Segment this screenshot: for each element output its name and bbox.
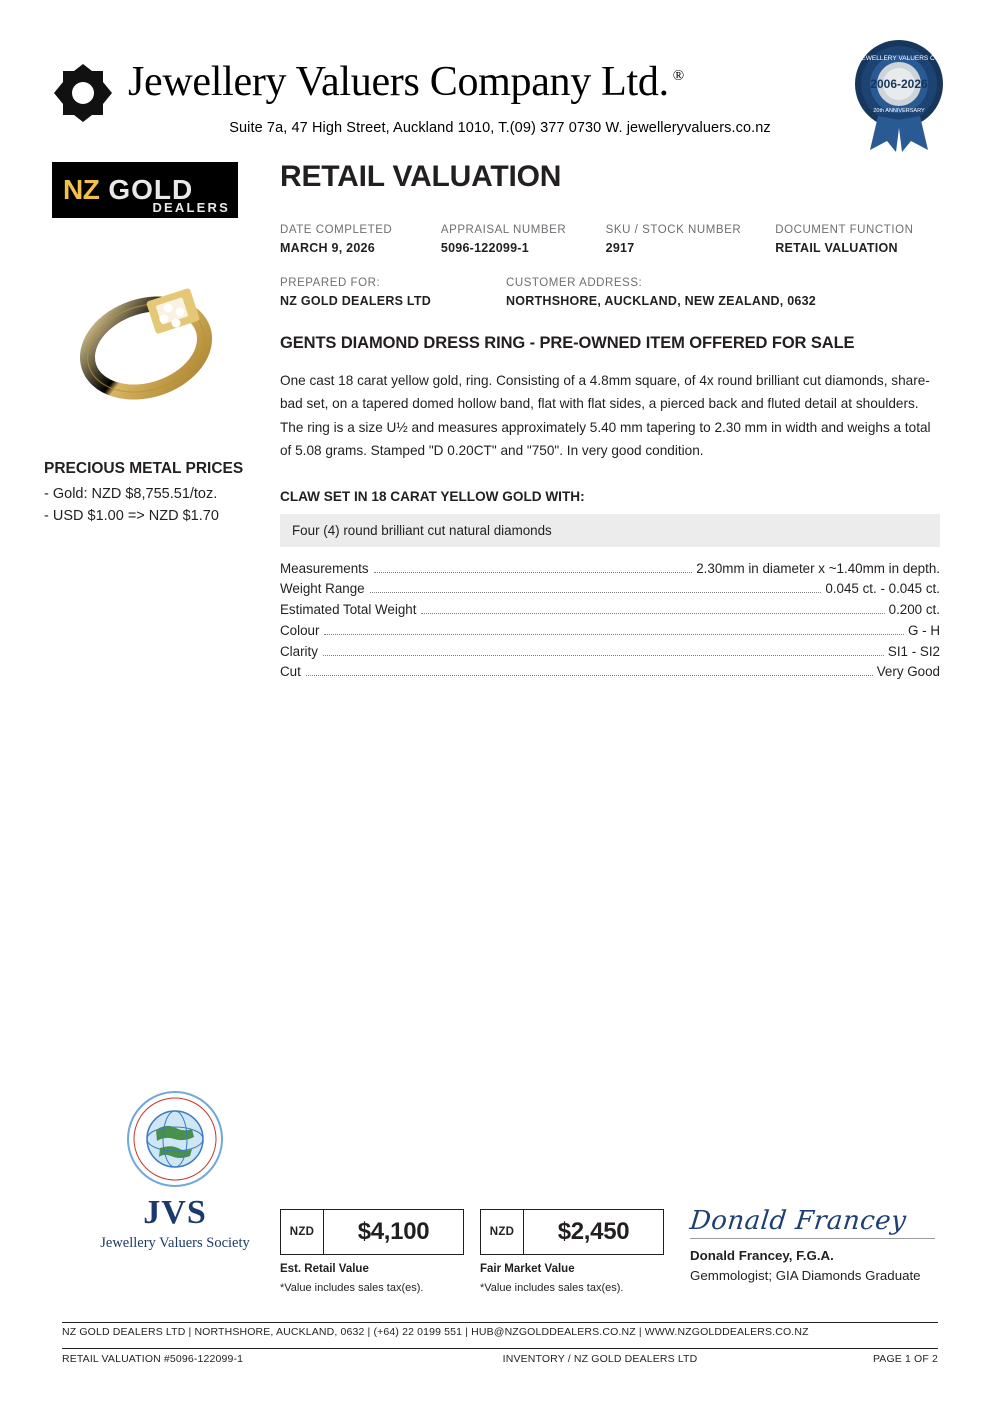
spec-value-measurements: 2.30mm in diameter x ~1.40mm in depth. [696, 560, 940, 576]
svg-text:JEWELLERY VALUERS CO: JEWELLERY VALUERS CO [858, 55, 940, 62]
item-photo [58, 276, 230, 406]
stone-summary-band: Four (4) round brilliant cut natural diamonds [280, 514, 940, 547]
jvs-globe-icon [126, 1090, 224, 1188]
main-content [280, 160, 940, 683]
jvs-society-block [80, 1090, 270, 1252]
meta-appraisal-number-value: 5096-122099-1 [440, 241, 529, 255]
spec-value-weight-range: 0.045 ct. - 0.045 ct. [825, 581, 940, 597]
spec-leader [374, 571, 693, 573]
meta-sku-value: 2917 [605, 241, 635, 255]
fair-caption: Fair Market Value [480, 1263, 575, 1275]
fair-amount: $2,450 [557, 1218, 630, 1245]
anniversary-badge-icon [840, 34, 958, 152]
signatory-role: Gemmologist; GIA Diamonds Graduate [690, 1268, 921, 1283]
prepared-for [280, 277, 506, 308]
spec-label-clarity: Clarity [280, 643, 318, 659]
gold-price: - Gold: NZD $8,755.51/toz. [44, 486, 218, 502]
spec-value-total-weight: 0.200 ct. [888, 602, 940, 618]
item-title: GENTS DIAMOND DRESS RING - PRE-OWNED ITEM OFFERED FOR SALE [280, 334, 855, 352]
spec-row-weight-range [280, 579, 940, 600]
signature-block [690, 1206, 940, 1283]
jvs-society-name: Jewellery Valuers Society [100, 1235, 250, 1251]
signature-script: Donald Francey [688, 1206, 908, 1236]
retail-caption: Est. Retail Value [280, 1263, 369, 1275]
meta-row [280, 224, 940, 255]
footer-inventory: INVENTORY / NZ GOLD DEALERS LTD [502, 1353, 698, 1365]
signatory-name: Donald Francey, F.G.A. [690, 1248, 834, 1263]
fair-currency: NZD [481, 1210, 524, 1254]
spec-label-weight-range: Weight Range [280, 581, 365, 597]
footer-row [62, 1353, 938, 1365]
meta-sku-label: SKU / STOCK NUMBER [605, 224, 742, 236]
logo-dealers-text: DEALERS [152, 200, 230, 215]
spec-row-clarity [280, 642, 940, 663]
spec-leader [306, 674, 873, 676]
prepared-for-label: PREPARED FOR: [280, 277, 381, 289]
spec-row-total-weight [280, 600, 940, 621]
registered-mark: ® [672, 68, 684, 84]
spec-value-clarity: SI1 - SI2 [887, 643, 940, 659]
footer-divider-mid [62, 1348, 938, 1349]
footer-page-number: PAGE 1 OF 2 [872, 1353, 938, 1365]
spec-leader [324, 633, 904, 635]
spec-row-measurements [280, 559, 940, 580]
meta-document-function-label: DOCUMENT FUNCTION [775, 224, 914, 236]
footer-contact-line: NZ GOLD DEALERS LTD | NORTHSHORE, AUCKLAND, 0632 | (+64) 22 0199 551 | HUB@NZGOLDDEALERS.CO.NZ | WWW.NZGOLDDEALERS.CO.NZ [62, 1326, 809, 1338]
meta-appraisal-number [441, 224, 606, 255]
spec-label-colour: Colour [280, 622, 320, 638]
signature-rule [690, 1238, 935, 1239]
retail-amount: $4,100 [357, 1218, 430, 1245]
fair-note: *Value includes sales tax(es). [480, 1282, 624, 1294]
usd-rate: - USD $1.00 => NZD $1.70 [44, 508, 219, 524]
spec-leader [370, 591, 822, 593]
svg-text:2006-2026: 2006-2026 [870, 77, 928, 91]
spec-label-cut: Cut [280, 664, 301, 680]
meta-document-function [775, 224, 940, 255]
retail-note: *Value includes sales tax(es). [280, 1282, 424, 1294]
meta-appraisal-number-label: APPRAISAL NUMBER [440, 224, 567, 236]
prepared-for-row [280, 277, 940, 308]
company-logo-icon [52, 62, 114, 124]
document-header [0, 28, 1000, 138]
item-description: One cast 18 carat yellow gold, ring. Consisting of a 4.8mm square, of 4x round brilliant cut diamonds, share-bad set, on a tapered domed hollow band, flat with flat sides, a pierced back and fluted detail at shoulders. The ring is a size U½ and measures approximately 5.40 mm tapering to 2.30 mm in width and weighs a total of 5.08 grams. Stamped "D 0.20CT" and "750". In very good condition. [280, 373, 931, 459]
meta-document-function-value: RETAIL VALUATION [775, 241, 898, 255]
spec-value-cut: Very Good [876, 664, 940, 680]
claw-setting-heading: CLAW SET IN 18 CARAT YELLOW GOLD WITH: [280, 488, 585, 504]
footer-reference: RETAIL VALUATION #5096-122099-1 [62, 1353, 244, 1365]
spec-leader [323, 654, 884, 656]
precious-metal-prices [44, 460, 274, 530]
customer-address [506, 277, 936, 308]
spec-label-total-weight: Estimated Total Weight [280, 602, 417, 618]
meta-date-completed-value: MARCH 9, 2026 [280, 241, 375, 255]
spec-value-colour: G - H [908, 622, 940, 638]
spec-label-measurements: Measurements [280, 560, 369, 576]
svg-text:20th ANNIVERSARY: 20th ANNIVERSARY [873, 108, 925, 114]
spec-row-colour [280, 621, 940, 642]
jvs-monogram: JVS [143, 1194, 207, 1231]
metal-prices-heading: PRECIOUS METAL PRICES [44, 460, 244, 477]
retail-currency: NZD [281, 1210, 324, 1254]
gemstone-spec-list [280, 559, 940, 684]
est-retail-value-box [280, 1209, 464, 1255]
meta-sku [606, 224, 776, 255]
prepared-for-value: NZ GOLD DEALERS LTD [280, 294, 432, 308]
company-name-text: Jewellery Valuers Company Ltd. [128, 59, 669, 105]
customer-address-value: NORTHSHORE, AUCKLAND, NEW ZEALAND, 0632 [506, 294, 817, 308]
company-name [128, 58, 684, 106]
nz-gold-dealers-logo [52, 162, 238, 218]
footer-divider-top [62, 1322, 938, 1323]
spec-row-cut [280, 662, 940, 683]
logo-nz-text: NZ [60, 174, 102, 206]
spec-leader [421, 612, 884, 614]
company-address: Suite 7a, 47 High Street, Auckland 1010, T.(09) 377 0730 W. jewelleryvaluers.co.nz [229, 120, 771, 136]
meta-date-completed-label: DATE COMPLETED [280, 224, 393, 236]
fair-market-value-box [480, 1209, 664, 1255]
customer-address-label: CUSTOMER ADDRESS: [506, 277, 643, 289]
meta-date-completed [280, 224, 441, 255]
logo-gold-text: GOLD [108, 174, 194, 205]
page-title: RETAIL VALUATION [280, 160, 562, 193]
